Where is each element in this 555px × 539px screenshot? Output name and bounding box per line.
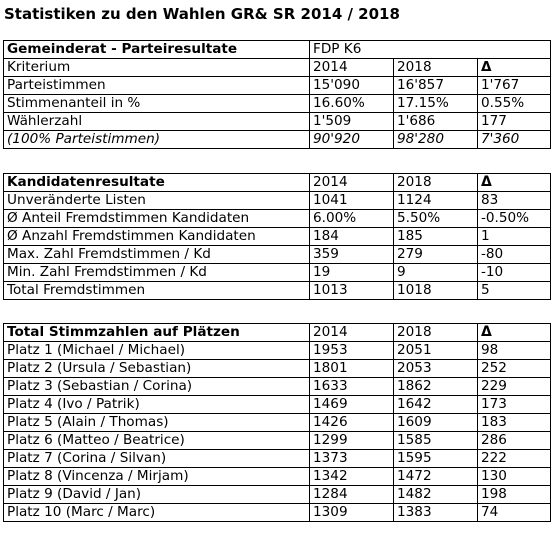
table-row [4,77,551,95]
table-row [4,210,551,228]
cell-2018: 1472 [394,468,478,486]
cell-2018: 16'857 [394,77,478,95]
cell-2018: 5.50% [394,210,478,228]
table-row [4,396,551,414]
cell-2018: 1018 [394,282,478,300]
row-label: Ø Anzahl Fremdstimmen Kandidaten [4,228,310,246]
cell-2018: 1124 [394,192,478,210]
party-label: FDP K6 [310,41,551,59]
row-label: Platz 5 (Alain / Thomas) [4,414,310,432]
cell-2018: 1862 [394,378,478,396]
cell-2014: 184 [310,228,394,246]
row-label: Platz 8 (Vincenza / Mirjam) [4,468,310,486]
row-label: Max. Zahl Fremdstimmen / Kd [4,246,310,264]
row-label: Platz 7 (Corina / Silvan) [4,450,310,468]
cell-delta: 98 [478,342,551,360]
table-row [4,264,551,282]
cell-2014: 1299 [310,432,394,450]
cell-2018: 1482 [394,486,478,504]
cell-2018: 17.15% [394,95,478,113]
cell-delta: 183 [478,414,551,432]
table-header-row [4,41,551,59]
cell-delta: 5 [478,282,551,300]
cell-delta: 222 [478,450,551,468]
row-label: Parteistimmen [4,77,310,95]
cell-2018: 98'280 [394,131,478,149]
cell-2014: 1'509 [310,113,394,131]
row-label: Total Fremdstimmen [4,282,310,300]
row-label: Min. Zahl Fremdstimmen / Kd [4,264,310,282]
cell-2014: 16.60% [310,95,394,113]
kandidaten-table [3,173,551,300]
table-row [4,378,551,396]
cell-delta: 177 [478,113,551,131]
header-2018: 2018 [394,174,478,192]
cell-2018: 1642 [394,396,478,414]
table-heading: Gemeinderat - Parteiresultate [4,41,310,59]
table-row [4,192,551,210]
table-row [4,504,551,522]
cell-delta: -0.50% [478,210,551,228]
table-row [4,228,551,246]
table-row [4,360,551,378]
cell-delta: 173 [478,396,551,414]
cell-delta: 286 [478,432,551,450]
header-2018: 2018 [394,324,478,342]
table-row [4,342,551,360]
cell-2014: 1633 [310,378,394,396]
row-label: Unveränderte Listen [4,192,310,210]
cell-2014: 1953 [310,342,394,360]
cell-2014: 6.00% [310,210,394,228]
cell-delta: 83 [478,192,551,210]
cell-2018: 2018 [394,59,478,77]
table-row [4,282,551,300]
cell-2014: 90'920 [310,131,394,149]
cell-2014: 1041 [310,192,394,210]
row-label: Platz 9 (David / Jan) [4,486,310,504]
table-row [4,59,551,77]
row-label: Platz 10 (Marc / Marc) [4,504,310,522]
table-row [4,131,551,149]
table-heading: Total Stimmzahlen auf Plätzen [4,324,310,342]
cell-2014: 19 [310,264,394,282]
cell-2018: 185 [394,228,478,246]
cell-delta: -80 [478,246,551,264]
cell-2018: 2051 [394,342,478,360]
stimmzahlen-table [3,323,551,522]
cell-2014: 1309 [310,504,394,522]
table-row [4,432,551,450]
cell-2018: 1'686 [394,113,478,131]
cell-2014: 15'090 [310,77,394,95]
cell-delta: 1'767 [478,77,551,95]
cell-delta: 130 [478,468,551,486]
table-header-row [4,174,551,192]
cell-2018: 9 [394,264,478,282]
table-row [4,450,551,468]
cell-delta: 252 [478,360,551,378]
cell-delta: -10 [478,264,551,282]
cell-2018: 1595 [394,450,478,468]
cell-2018: 2053 [394,360,478,378]
gemeinderat-table [3,40,551,149]
cell-delta: 74 [478,504,551,522]
table-header-row [4,324,551,342]
row-label: Wählerzahl [4,113,310,131]
row-label: Platz 4 (Ivo / Patrik) [4,396,310,414]
cell-2014: 1342 [310,468,394,486]
row-label: Platz 6 (Matteo / Beatrice) [4,432,310,450]
cell-2014: 2014 [310,59,394,77]
cell-delta: 0.55% [478,95,551,113]
table-heading: Kandidatenresultate [4,174,310,192]
cell-2014: 359 [310,246,394,264]
table-row [4,486,551,504]
row-label: Kriterium [4,59,310,77]
row-label: Platz 2 (Ursula / Sebastian) [4,360,310,378]
row-label: Platz 3 (Sebastian / Corina) [4,378,310,396]
cell-delta: Δ [478,59,551,77]
cell-delta: 1 [478,228,551,246]
cell-2018: 1585 [394,432,478,450]
cell-delta: 198 [478,486,551,504]
table-row [4,468,551,486]
cell-2014: 1284 [310,486,394,504]
row-label: Platz 1 (Michael / Michael) [4,342,310,360]
table-row [4,414,551,432]
cell-2014: 1013 [310,282,394,300]
cell-2014: 1426 [310,414,394,432]
cell-2014: 1469 [310,396,394,414]
header-delta: Δ [478,174,551,192]
header-delta: Δ [478,324,551,342]
page-title: Statistiken zu den Wahlen GR& SR 2014 / 2018 [4,5,400,23]
cell-2018: 279 [394,246,478,264]
header-2014: 2014 [310,174,394,192]
header-2014: 2014 [310,324,394,342]
table-row [4,246,551,264]
row-label: Stimmenanteil in % [4,95,310,113]
cell-2014: 1801 [310,360,394,378]
table-row [4,95,551,113]
row-label: Ø Anteil Fremdstimmen Kandidaten [4,210,310,228]
cell-2018: 1383 [394,504,478,522]
cell-delta: 7'360 [478,131,551,149]
cell-2018: 1609 [394,414,478,432]
cell-delta: 229 [478,378,551,396]
cell-2014: 1373 [310,450,394,468]
table-row [4,113,551,131]
row-label: (100% Parteistimmen) [4,131,310,149]
